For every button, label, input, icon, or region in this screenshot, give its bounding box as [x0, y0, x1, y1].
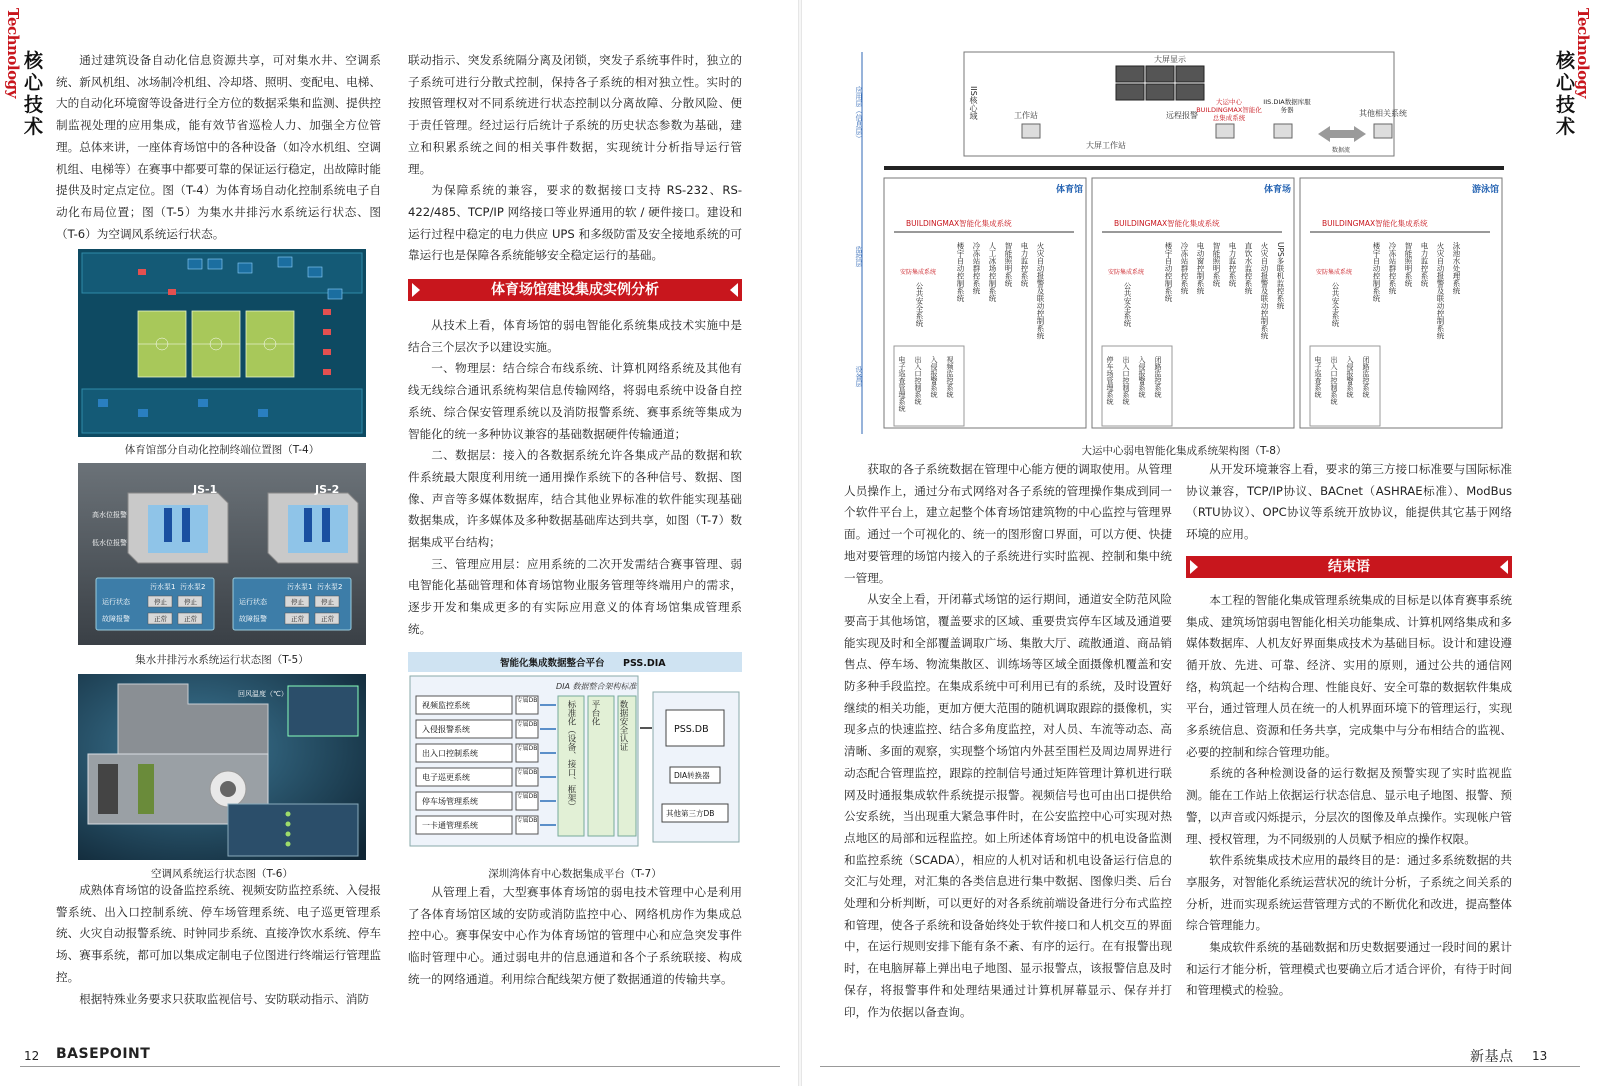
svg-text:运行状态: 运行状态: [239, 598, 267, 606]
svg-text:PSS.DIA: PSS.DIA: [623, 658, 666, 669]
right-column-1: [844, 459, 1172, 1023]
t8-public-security: 公共安全系统: [1123, 282, 1132, 327]
svg-text:停止: 停止: [154, 598, 167, 606]
section-tag-cn: 核心技术: [1556, 50, 1576, 138]
section-title-conclusion: 结束语: [1186, 556, 1512, 578]
paragraph: 成熟体育场馆的设备监控系统、视频安防监控系统、入侵报警系统、出入口控制系统、停车场管理系统、电子巡更管理系统、火灾自动报警系统、时钟同步系统、直接净饮水系统、停车场、赛事系统，都可加以集成定制电子位图进行终端运行管理监控。: [56, 883, 381, 984]
svg-text:数据流: 数据流: [1332, 147, 1351, 154]
page-number-left: 12: [24, 1049, 40, 1063]
paragraph: 根据特殊业务要求只获取监视信号、安防联动指示、消防: [79, 991, 370, 1006]
paragraph: 一、物理层：结合综合布线系统、计算机网络系统及其他有线无线综合通讯系统构架信息传输网络，将弱电系统中设备自控系统、综合保安管理系统以及消防报警系统、赛事系统等集成为智能化的统一多种协议兼容的基础数据硬件传输通道；: [408, 361, 742, 441]
svg-text:停止: 停止: [291, 598, 304, 606]
t8-security-int: 安防集成系统: [1316, 269, 1353, 276]
svg-text:其他相关系统: 其他相关系统: [1359, 109, 1407, 118]
t8-subsystem: 电力监控系统: [1420, 242, 1429, 287]
t7-db-label: 专属DB: [516, 793, 538, 800]
paragraph: 从技术上看，体育场馆的弱电智能化系统集成技术实施中是结合三个层次予以建设实施。: [408, 318, 742, 354]
paragraph: 联动指示、突发系统隔分离及闭锁，突发子系统事件时，独立的子系统可进行分散式控制，保持各子系统的相对独立性。实时的按照管理权对不同系统进行状态控制以分离故障、分散风险、便于责任管理。经过运行后统计子系统的历史状态参数为基础，建立和积累系统之间的相关事件数据，实现统计分析指导运行管理。: [408, 53, 742, 176]
t8-device: 电子巡查系统: [1314, 356, 1322, 398]
paragraph: 为保障系统的兼容，要求的数据接口支持 RS-232、RS-422/485、TCP/IP 网络接口等业界通用的软 / 硬件接口。建设和运行过程中稳定的电力供应 UPS 和多级防雷及安全接地系统的可靠运行也是保障各系统能够安全稳定运行的基础。: [408, 183, 742, 263]
t8-bm-label: BUILDINGMAX智能化集成系统: [1114, 219, 1220, 228]
t7-system-label: 电子巡更系统: [422, 773, 470, 782]
t7-db-label: 专属DB: [516, 697, 538, 704]
figure-t4-caption: 体育馆部分自动化控制终端位置图（T-4）: [124, 444, 320, 456]
figure-t6: [78, 674, 366, 860]
t8-device: 出入口控制系统: [914, 356, 922, 405]
t7-system-label: 停车场管理系统: [422, 797, 478, 806]
svg-text:智能化集成数据整合平台: 智能化集成数据整合平台: [500, 658, 605, 669]
t8-subsystem: UPS多联机监控系统: [1276, 242, 1285, 310]
svg-text:正常: 正常: [291, 615, 304, 623]
t8-bm-label: BUILDINGMAX智能化集成系统: [1322, 219, 1428, 228]
svg-text:污水泵1: 污水泵1: [287, 583, 313, 591]
right-column-2: [1186, 459, 1512, 1002]
left-column-1-bottom: [56, 880, 381, 1010]
t7-db-label: 专属DB: [516, 817, 538, 824]
js1-label: JS-1: [193, 483, 218, 496]
t8-venue-name: 游泳馆: [1472, 185, 1500, 195]
paragraph: 二、数据层：接入的各数据系统允许各集成产品的数据和软件系统最大限度利用统一通用操作系统下的各种信号、数据、图像、声音等多媒体数据库，结合其他业界标准的软件能实现基础数据集成，许多媒体及多种数据基础库达到共享，如图（T-7）数据集成平台结构；: [408, 448, 742, 550]
t8-device: 出入口控制系统: [1330, 356, 1338, 405]
t8-subsystem: 冷冻站群控系统: [1388, 242, 1397, 295]
left-column-2: [408, 50, 742, 641]
high-alarm-label: 高水位报警: [92, 511, 127, 519]
svg-text:正常: 正常: [184, 615, 197, 623]
svg-text:远程报警: 远程报警: [1166, 111, 1198, 120]
t8-public-security: 公共安全系统: [1331, 282, 1340, 327]
section-tag-en: Technology: [1574, 8, 1592, 98]
figure-t8-caption: 大运中心弱电智能化集成系统架构图（T-8）: [1081, 445, 1287, 457]
t8-device: 电子巡查管理系统: [898, 356, 906, 412]
t8-subsystem: 智能照明系统: [1404, 242, 1413, 287]
page-number-right: 13: [1532, 1049, 1548, 1063]
t8-subsystem: 火灾自动报警及联动控制系统: [1036, 242, 1045, 340]
svg-text:正常: 正常: [154, 615, 167, 623]
left-column-2-bottom: [408, 882, 742, 991]
brand-cn: 新基点: [1470, 1049, 1514, 1065]
paragraph: 从开发环境兼容上看，要求的第三方接口标准要与国际标准协议兼容，TCP/IP协议、BACnet（ASHRAE标准）、ModBus（RTU协议）、OPC协议等系统开放协议，能提供其它基于网络环境的应用。: [1186, 462, 1512, 542]
section-tag-cn: 核心技术: [24, 50, 44, 138]
svg-text:故障报警: 故障报警: [239, 615, 267, 623]
t8-device: 视频监控系统: [946, 356, 954, 398]
t8-subsystem: 泳池水处理系统: [1452, 242, 1461, 295]
right-page: [800, 0, 1600, 1086]
t8-subsystem: 楼宇自动控制系统: [1164, 242, 1173, 302]
paragraph: 从安全上看，开闭幕式场馆的运行期间，通道安全防范风险要高于其他场馆，覆盖要求的区域、重要贵宾停车区域及通道要能实现及时和全部覆盖调取广场、集散大厅、疏散通道、商品销售点、停车场、物流集散区、训练场等区域全面摄像机覆盖和安防多种手段监控。在集成系统中可利用已有的系统，及时设置好继续的相关功能，更加方便大范围的随机调取跟踪的摄像机，实现多点的快速监控、结合多角度监控，对人员、车流等动态、高清晰、多面的观察，实现整个场馆内外甚至围栏及周边周界进行动态配合管理监控，跟踪的控制信号通过矩阵管理计算机进行联网及时通报集成软件系统提示报警。视频信号也可由出口提供给公安系统，当出现重大紧急事件时，在公安监控中心可实现对热点地区的局部和远程监控。如上所述体育场馆中的机电设备监测和监控系统（SCADA），相应的人机对话和机电设备运行信息的交汇与处理，对汇集的各类信息进行集中数据、图像归类、后台处理和分析判断，可以更好的对各系统前端设备进行分布式监控和管理，使各子系统和设备始终处于软件接口和人机交互的界面中，在运行规则安排下能有条不紊、有序的运行。在有报警出现时，在电脑屏幕上弹出电子地图、显示报警点，该报警信息及时保存，将报警事件和处理结果通过计算机屏幕显示、保存并打印，作为依据以备查询。: [844, 592, 1172, 1019]
svg-text:故障报警: 故障报警: [102, 615, 130, 623]
t7-db-label: 专属DB: [516, 745, 538, 752]
figure-t7: 智能化集成数据整合平台 PSS.DIA DIA 数据整合架构标准 视频监控系统 专属DB 入侵报警系统 专属DB 出入口控制系统 专属DB 电子巡更系统 专属DB 停车场管理系统 专属DB 一卡通管理系统 专属DB 标准化（设备、接口、框架） 平台化 数据安全认证 PSS.DB DIA转换器 其他第三方DB: [408, 652, 742, 852]
svg-text:DIA转换器: DIA转换器: [674, 771, 710, 780]
t7-system-label: 视频监控系统: [422, 701, 470, 710]
t8-subsystem: 智能照明系统: [1004, 242, 1013, 287]
t8-device: 出入口控制系统: [1122, 356, 1130, 405]
section-tag-en: Technology: [4, 8, 22, 98]
paragraph: 获取的各子系统数据在管理中心能方便的调取使用。从管理人员操作上，通过分布式网络对各子系统的管理操作集成到同一个软件平台上，建立起整个体育场馆建筑物的中心监控与管理界面。通过一个可视化的、统一的图形窗口界面，可以方便、快捷地对要管理的场馆内接入的子系统进行实时监视、控制和集中统一管理。: [844, 462, 1172, 585]
t7-system-label: 出入口控制系统: [422, 749, 478, 758]
svg-text:其他第三方DB: 其他第三方DB: [666, 809, 715, 818]
t8-subsystem: 火灾自动报警及联动控制系统: [1260, 242, 1269, 340]
t8-device: 入侵报警系统: [1138, 356, 1146, 398]
t8-subsystem: 电力监控系统: [1020, 242, 1029, 287]
svg-text:大屏工作站: 大屏工作站: [1086, 141, 1126, 150]
svg-text:正常: 正常: [321, 615, 334, 623]
svg-text:PSS.DB: PSS.DB: [674, 724, 709, 735]
figure-t6-caption: 空调风系统运行状态图（T-6）: [151, 868, 293, 880]
paragraph: 三、管理应用层：应用系统的二次开发需结合赛事管理、弱电智能化基础管理和体育场馆物业服务管理等终端用户的需求，逐步开发和集成更多的有实际应用意义的体育场馆集成管理系统。: [408, 556, 742, 636]
t8-subsystem: 冷冻站群控系统: [1180, 242, 1189, 295]
paragraph: 本工程的智能化集成管理系统集成的目标是以体育赛事系统集成、建筑场馆弱电智能化相关功能集成、计算机网络集成和多媒体数据库、人机友好界面集成技术为基础目标。设计和建设遵循开放、先进、可靠、经济、实用的原则，通过公共的通信网络，构筑起一个结构合理、性能良好、安全可靠的数据软件集成平台，通过管理人员在统一的人机界面环境下的管理运行，实现多系统信息、资源和任务共享，完成集中与分布相结合的监视、必要的控制和综合管理功能。: [1186, 592, 1512, 759]
t8-subsystem: 火灾自动报警及联动控制系统: [1436, 242, 1445, 340]
svg-text:DIA 数据整合架构标准: DIA 数据整合架构标准: [556, 682, 637, 691]
return-temp-label: 回风温度（℃）: [238, 690, 288, 698]
paragraph: 通过建筑设备自动化信息资源共享，可对集水井、空调系统、新风机组、冰场制冷机组、冷却塔、照明、变配电、电梯、大的自动化环境窗等设备进行全方位的数据采集和监测、提供控制监视处理的应用集成，能有效节省巡检人力、加强全方位管理。总体来讲，一座体育场馆中的各种设备（如冷水机组、空调机组、电梯等）在赛事中都要可靠的保证运行稳定，出故障时能提供及时定点定位。图（T-4）为体育场自动化控制系统电子自动化布局位置；图（T-5）为集水井排污水系统运行状态、图（T-6）为空调风系统运行状态。: [56, 53, 381, 241]
t8-security-int: 安防集成系统: [1108, 269, 1145, 276]
t8-subsystem: 直饮水监控系统: [1244, 242, 1253, 295]
paragraph: 从管理上看，大型赛事体育场馆的弱电技术管理中心是利用了各体育场馆区域的安防或消防监控中心、网络机房作为集成总控中心。赛事保安中心作为体育场馆的管理中心和应急突发事件临时管理中心。通过弱电井的信息通道和各个子系统联接、构成统一的网络通道。利用综合配线架方便了数据通道的传输共享。: [408, 885, 742, 986]
t8-subsystem: 电力监控系统: [1228, 242, 1237, 287]
js2-label: JS-2: [315, 483, 340, 496]
t8-device: 闭路监控系统: [1362, 356, 1370, 398]
t7-system-label: 一卡通管理系统: [422, 821, 478, 830]
svg-text:污水泵2: 污水泵2: [180, 583, 206, 591]
t8-device: 入侵报警系统: [1346, 356, 1354, 398]
t8-subsystem: 楼宇自动控制系统: [956, 242, 965, 302]
t7-db-label: 专属DB: [516, 769, 538, 776]
t7-db-label: 专属DB: [516, 721, 538, 728]
left-column-1: [56, 50, 381, 245]
figure-t8: 应用层（信息层） 监控层 设备层 大屏显示 IIS核心域 工作站 大屏工作站 远程报警 大运中心BUILDINGMAX智能化总集成系统 IIS.DIA数据库服务器 其他相关系统 数据流 体育馆 BUILDINGMAX智能化集成系统 安防集成系统 公共安全系统 楼宇自动控制系统 冷冻站群控系统 人工冰场控制系统 智能照明系统 电力监控系统 火灾自动报警及联动控制系统 电子巡查管理系统 出入口控制系统 入侵报警系统 视频监控系统 体育场 BUILDINGMAX智能化集成系统 安防集成系统 公共安全系统 楼宇自动控制系统 冷冻站群控系统 电动窗控制系统 智能照明系统 电力监控系统 直饮水监控系统 火灾自动报警及联动控制系统 UPS多联机监控系统 停车场管理系统 出入口控制系统 入侵报警系统 闭路监控系统 游泳馆 BUILDINGMAX智能化集成系统 安防集成系统 公共安全系统 楼宇自动控制系统 冷冻站群控系统 智能照明系统 电力监控系统 火灾自动报警及联动控制系统 泳池水处理系统 电子巡查系统 出入口控制系统 入侵报警系统 闭路监控系统: [854, 46, 1514, 438]
svg-text:污水泵1: 污水泵1: [150, 583, 176, 591]
svg-text:运行状态: 运行状态: [102, 598, 130, 606]
t8-device: 入侵报警系统: [930, 356, 938, 398]
figure-t5: [78, 463, 366, 645]
t8-public-security: 公共安全系统: [915, 282, 924, 327]
t8-device: 闭路监控系统: [1154, 356, 1162, 398]
figure-t7-caption: 深圳湾体育中心数据集成平台（T-7）: [488, 868, 662, 880]
footer-rule: [20, 1066, 780, 1067]
brand-en: BASEPOINT: [56, 1046, 151, 1062]
t8-bm-label: BUILDINGMAX智能化集成系统: [906, 219, 1012, 228]
t8-subsystem: 人工冰场控制系统: [988, 242, 997, 302]
paragraph: 软件系统集成技术应用的最终目的是：通过多系统数据的共享服务，对智能化系统运营状况的统计分析，子系统之间关系的分析，进而实现系统运营管理方式的不断优化和改进，提高整体综合管理能力。: [1186, 853, 1512, 933]
t8-subsystem: 电动窗控制系统: [1196, 242, 1205, 295]
svg-text:污水泵2: 污水泵2: [317, 583, 343, 591]
svg-text:停止: 停止: [321, 598, 334, 606]
svg-text:工作站: 工作站: [1014, 111, 1038, 120]
t8-venue-name: 体育馆: [1056, 185, 1084, 195]
figure-t4: [78, 249, 366, 437]
svg-text:大屏显示: 大屏显示: [1154, 55, 1186, 64]
t8-subsystem: 楼宇自动控制系统: [1372, 242, 1381, 302]
t7-system-label: 入侵报警系统: [422, 725, 470, 734]
t8-venue-name: 体育场: [1264, 185, 1292, 195]
figure-t5-caption: 集水井排污水系统运行状态图（T-5）: [135, 654, 309, 666]
t8-security-int: 安防集成系统: [900, 269, 937, 276]
footer-rule: [820, 1066, 1580, 1067]
t8-subsystem: 智能照明系统: [1212, 242, 1221, 287]
paragraph: 集成软件系统的基础数据和历史数据要通过一段时间的累计和运行才能分析，管理模式也要确立后才适合评价，有待于时间和管理模式的检验。: [1186, 940, 1512, 998]
low-alarm-label: 低水位报警: [92, 539, 127, 547]
section-title-case-analysis: 体育场馆建设集成实例分析: [408, 279, 742, 301]
t8-subsystem: 冷冻站群控系统: [972, 242, 981, 295]
paragraph: 系统的各种检测设备的运行数据及预警实现了实时监视监测。能在工作站上依据运行状态信息、显示电子地图、报警、预警，以声音或闪烁提示，分层次的图像及单点操作。实现帐户管理、授权管理，为不同级别的人员赋予相应的操作权限。: [1186, 766, 1512, 846]
t8-device: 停车场管理系统: [1106, 356, 1114, 405]
svg-text:停止: 停止: [184, 598, 197, 606]
